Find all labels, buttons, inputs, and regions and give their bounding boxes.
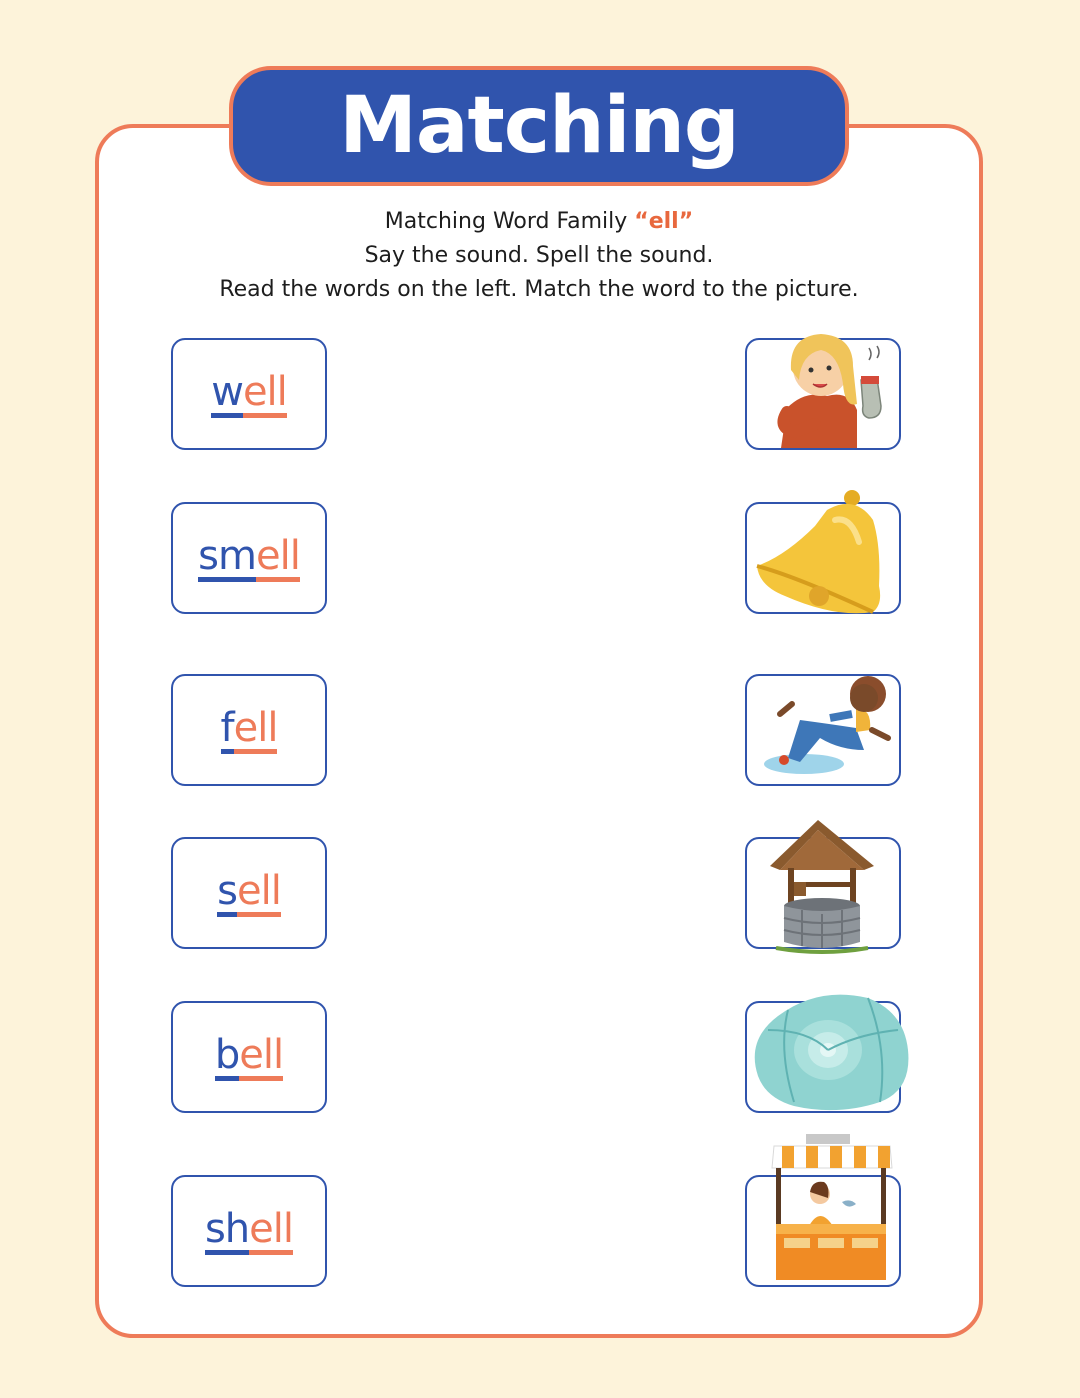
word-rime: ell — [239, 1034, 283, 1081]
instruction-line-1 — [95, 205, 983, 239]
word-onset: w — [211, 371, 243, 418]
word-rime: ell — [256, 535, 300, 582]
word-rime: ell — [249, 1208, 293, 1255]
word-sell — [217, 867, 281, 917]
word-shell — [204, 1205, 294, 1255]
word-rime: ell — [234, 707, 278, 754]
instruction-line-2: Say the sound. Spell the sound. — [364, 243, 714, 268]
word-well — [211, 368, 287, 418]
page-title: Matching — [339, 81, 739, 171]
word-onset: f — [221, 707, 234, 754]
word-card-fell[interactable] — [171, 674, 327, 786]
wishing-well-icon — [766, 818, 878, 954]
word-fell — [220, 704, 278, 754]
instruction-prefix: Matching Word Family — [384, 209, 635, 234]
word-onset: sm — [198, 535, 256, 582]
word-bell — [214, 1031, 284, 1081]
word-onset: s — [217, 870, 237, 917]
word-card-well[interactable] — [171, 338, 327, 450]
girl-smelling-sock-icon — [765, 320, 905, 448]
word-card-sell[interactable] — [171, 837, 327, 949]
word-onset: sh — [205, 1208, 249, 1255]
seashell-icon — [748, 990, 912, 1114]
title-banner — [229, 66, 849, 186]
word-onset: b — [215, 1034, 239, 1081]
instruction-line-3: Read the words on the left. Match the word to the picture. — [219, 277, 859, 302]
word-card-bell[interactable] — [171, 1001, 327, 1113]
instructions — [95, 205, 983, 307]
bell-icon — [755, 486, 885, 618]
word-rime: ell — [237, 870, 281, 917]
word-card-shell[interactable] — [171, 1175, 327, 1287]
word-smell — [198, 532, 300, 582]
word-card-smell[interactable] — [171, 502, 327, 614]
word-rime: ell — [243, 371, 287, 418]
word-family: “ell” — [634, 209, 694, 234]
fish-market-stall-icon — [768, 1132, 894, 1282]
boy-slipping-icon — [760, 668, 896, 780]
